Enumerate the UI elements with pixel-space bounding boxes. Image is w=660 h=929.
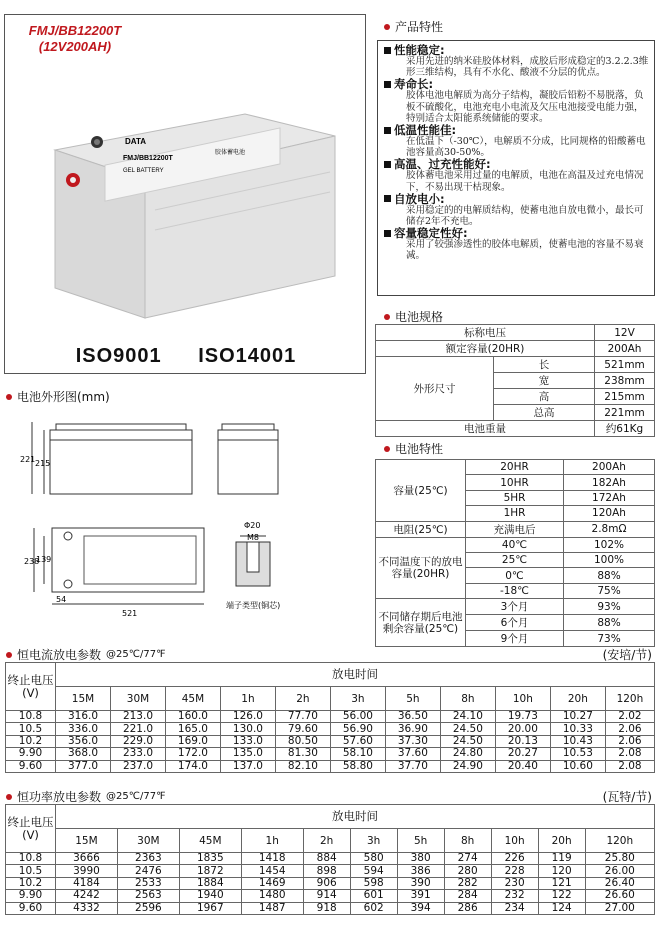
table-cell: 56.90 bbox=[330, 723, 385, 735]
table-cell: 380 bbox=[397, 853, 444, 865]
iso9001-label: ISO9001 bbox=[75, 345, 162, 367]
table-cell: 2.06 bbox=[605, 735, 654, 747]
table-cell: 24.50 bbox=[440, 735, 495, 747]
power-table-heading: 恒功率放电参数 @25℃/77℉ (瓦特/节) bbox=[6, 788, 656, 805]
table-cell: 20.00 bbox=[495, 723, 550, 735]
table-cell: 226 bbox=[491, 853, 538, 865]
table-cell: 122 bbox=[538, 890, 585, 902]
dimension-drawing bbox=[4, 404, 366, 618]
model-name: FMJ/BB12200T bbox=[28, 23, 122, 38]
table-row bbox=[6, 902, 655, 914]
table-cell: 80.50 bbox=[275, 735, 330, 747]
specs-table: 标称电压 12V 额定容量(20HR) 200Ah 外形尺寸 长 521mm 宽 238mm 高 215mm 总高 221mm 电池重量 约61Kg bbox=[375, 324, 655, 437]
table-cell: 1967 bbox=[179, 902, 241, 914]
column-header: 15M bbox=[56, 829, 118, 853]
table-row bbox=[6, 748, 655, 760]
table-cell: 4242 bbox=[56, 890, 118, 902]
feature-description: 采用先进的纳米硅胶体材料，成胶后形成稳定的3.2.2.3维形三维结构，具有不水化、酸液不分层的优点。 bbox=[406, 56, 649, 79]
bullet-icon bbox=[6, 652, 12, 658]
table-cell: 906 bbox=[303, 877, 350, 889]
table-cell: 601 bbox=[350, 890, 397, 902]
current-table-heading: 恒电流放电参数 @25℃/77℉ (安培/节) bbox=[6, 646, 656, 663]
square-bullet-icon bbox=[384, 230, 391, 237]
table-cell: 10.8 bbox=[6, 853, 56, 865]
table-cell: 356.0 bbox=[56, 735, 111, 747]
column-header: 2h bbox=[303, 829, 350, 853]
column-header: 10h bbox=[491, 829, 538, 853]
dim-238: 238 bbox=[24, 557, 40, 566]
square-bullet-icon bbox=[384, 127, 391, 134]
table-cell: 232 bbox=[491, 890, 538, 902]
table-cell: 233.0 bbox=[110, 748, 165, 760]
table-cell: 10.8 bbox=[6, 711, 56, 723]
table-cell: 36.90 bbox=[385, 723, 440, 735]
table-cell: 1835 bbox=[179, 853, 241, 865]
table-cell: 174.0 bbox=[165, 760, 220, 772]
table-cell: 918 bbox=[303, 902, 350, 914]
table-row bbox=[6, 877, 655, 889]
table-cell: 9.90 bbox=[6, 890, 56, 902]
column-header: 2h bbox=[275, 687, 330, 711]
table-cell: 213.0 bbox=[110, 711, 165, 723]
table-cell: 2533 bbox=[117, 877, 179, 889]
table-row bbox=[6, 760, 655, 772]
features-heading: 产品特性 bbox=[384, 18, 443, 35]
column-header: 15M bbox=[56, 687, 111, 711]
terminal-caption: 端子类型(铜芯) bbox=[226, 601, 281, 610]
corner-header: 终止电压(V) bbox=[6, 805, 56, 853]
feature-title: 寿命长: bbox=[384, 78, 650, 90]
table-cell: 58.80 bbox=[330, 760, 385, 772]
column-header: 45M bbox=[165, 687, 220, 711]
features-panel bbox=[377, 40, 655, 296]
corner-header: 终止电压(V) bbox=[6, 663, 56, 711]
table-cell: 27.00 bbox=[585, 902, 654, 914]
table-row bbox=[6, 711, 655, 723]
table-cell: 3990 bbox=[56, 865, 118, 877]
constant-current-table bbox=[5, 662, 655, 773]
table-cell: 2596 bbox=[117, 902, 179, 914]
table-cell: 165.0 bbox=[165, 723, 220, 735]
table-cell: 377.0 bbox=[56, 760, 111, 772]
table-cell: 2563 bbox=[117, 890, 179, 902]
table-cell: 1872 bbox=[179, 865, 241, 877]
table-cell: 594 bbox=[350, 865, 397, 877]
group-header: 放电时间 bbox=[56, 663, 655, 687]
bullet-icon bbox=[384, 446, 390, 452]
dim-521: 521 bbox=[122, 609, 138, 618]
column-header: 5h bbox=[385, 687, 440, 711]
table-cell: 580 bbox=[350, 853, 397, 865]
column-header: 10h bbox=[495, 687, 550, 711]
column-header: 1h bbox=[241, 829, 303, 853]
terminal-thread: M8 bbox=[247, 533, 259, 542]
table-cell: 368.0 bbox=[56, 748, 111, 760]
table-row bbox=[6, 865, 655, 877]
table-cell: 2.08 bbox=[605, 748, 654, 760]
table-cell: 137.0 bbox=[220, 760, 275, 772]
dim-139: 139 bbox=[36, 555, 52, 564]
column-header: 8h bbox=[444, 829, 491, 853]
table-cell: 25.80 bbox=[585, 853, 654, 865]
table-cell: 120 bbox=[538, 865, 585, 877]
table-cell: 1487 bbox=[241, 902, 303, 914]
table-cell: 160.0 bbox=[165, 711, 220, 723]
table-cell: 1454 bbox=[241, 865, 303, 877]
table-cell: 169.0 bbox=[165, 735, 220, 747]
terminal-diameter: Φ20 bbox=[244, 521, 261, 530]
feature-description: 胶体蓄电池采用过量的电解质，电池在高温及过充电情况下，不易出现干枯现象。 bbox=[406, 170, 644, 193]
battery-type-print: GEL BATTERY bbox=[123, 168, 164, 174]
table-cell: 237.0 bbox=[110, 760, 165, 772]
table-cell: 133.0 bbox=[220, 735, 275, 747]
model-label bbox=[15, 23, 135, 55]
constant-power-table bbox=[5, 804, 655, 915]
feature-title: 高温、过充性能好: bbox=[384, 158, 650, 170]
table-cell: 37.60 bbox=[385, 748, 440, 760]
table-cell: 81.30 bbox=[275, 748, 330, 760]
iso-certifications bbox=[5, 345, 367, 368]
table-cell: 1480 bbox=[241, 890, 303, 902]
feature-description: 胶体电池电解质为高分子结构，凝胶后铅粉不易脱落，负板不硫酸化，电池充电小电流及欠压电池接受电能力强，特别适合太阳能系统储能的要求。 bbox=[406, 90, 644, 124]
table-cell: 284 bbox=[444, 890, 491, 902]
table-cell: 394 bbox=[397, 902, 444, 914]
table-cell: 391 bbox=[397, 890, 444, 902]
table-cell: 10.2 bbox=[6, 877, 56, 889]
table-cell: 598 bbox=[350, 877, 397, 889]
table-cell: 57.60 bbox=[330, 735, 385, 747]
feature-title: 性能稳定: bbox=[384, 44, 650, 56]
bullet-icon bbox=[6, 794, 12, 800]
table-cell: 79.60 bbox=[275, 723, 330, 735]
table-cell: 2476 bbox=[117, 865, 179, 877]
table-cell: 24.80 bbox=[440, 748, 495, 760]
column-header: 30M bbox=[117, 829, 179, 853]
dim-215: 215 bbox=[35, 459, 51, 468]
battery-brand: DATA bbox=[125, 137, 147, 146]
table-cell: 2.02 bbox=[605, 711, 654, 723]
battery-illustration bbox=[35, 110, 355, 335]
square-bullet-icon bbox=[384, 81, 391, 88]
table-cell: 20.27 bbox=[495, 748, 550, 760]
table-cell: 130.0 bbox=[220, 723, 275, 735]
table-cell: 4184 bbox=[56, 877, 118, 889]
table-cell: 77.70 bbox=[275, 711, 330, 723]
table-cell: 19.73 bbox=[495, 711, 550, 723]
table-cell: 37.70 bbox=[385, 760, 440, 772]
table-cell: 10.5 bbox=[6, 723, 56, 735]
bullet-icon bbox=[384, 24, 390, 30]
table-cell: 4332 bbox=[56, 902, 118, 914]
table-cell: 602 bbox=[350, 902, 397, 914]
table-cell: 20.13 bbox=[495, 735, 550, 747]
table-row bbox=[6, 853, 655, 865]
group-header: 放电时间 bbox=[56, 805, 655, 829]
table-cell: 3666 bbox=[56, 853, 118, 865]
table-cell: 124 bbox=[538, 902, 585, 914]
dim-221: 221 bbox=[20, 455, 36, 464]
table-cell: 386 bbox=[397, 865, 444, 877]
table-row bbox=[6, 723, 655, 735]
table-cell: 26.40 bbox=[585, 877, 654, 889]
table-cell: 9.60 bbox=[6, 760, 56, 772]
table-cell: 228 bbox=[491, 865, 538, 877]
table-cell: 230 bbox=[491, 877, 538, 889]
table-cell: 234 bbox=[491, 902, 538, 914]
table-cell: 390 bbox=[397, 877, 444, 889]
battery-cn-print: 胶体蓄电池 bbox=[215, 149, 246, 156]
table-cell: 280 bbox=[444, 865, 491, 877]
specs-heading: 电池规格 bbox=[384, 308, 443, 325]
column-header: 3h bbox=[330, 687, 385, 711]
table-cell: 282 bbox=[444, 877, 491, 889]
product-panel bbox=[4, 14, 366, 374]
table-cell: 914 bbox=[303, 890, 350, 902]
table-cell: 20.40 bbox=[495, 760, 550, 772]
table-cell: 1940 bbox=[179, 890, 241, 902]
column-header: 3h bbox=[350, 829, 397, 853]
table-cell: 10.43 bbox=[550, 735, 605, 747]
feature-title: 容量稳定性好: bbox=[384, 227, 650, 239]
table-cell: 286 bbox=[444, 902, 491, 914]
column-header: 45M bbox=[179, 829, 241, 853]
model-spec: (12V200AH) bbox=[38, 39, 112, 54]
feature-description: 采用稳定的的电解质结构，使蓄电池自放电微小，最长可储存2年不充电。 bbox=[406, 204, 644, 228]
table-cell: 898 bbox=[303, 865, 350, 877]
table-cell: 126.0 bbox=[220, 711, 275, 723]
table-cell: 2.06 bbox=[605, 723, 654, 735]
table-cell: 1469 bbox=[241, 877, 303, 889]
bullet-icon bbox=[6, 394, 12, 400]
table-cell: 56.00 bbox=[330, 711, 385, 723]
table-cell: 316.0 bbox=[56, 711, 111, 723]
table-cell: 37.30 bbox=[385, 735, 440, 747]
column-header: 20h bbox=[550, 687, 605, 711]
table-cell: 119 bbox=[538, 853, 585, 865]
characteristics-table: 容量(25℃) 20HR 200Ah 10HR 182Ah 5HR 172Ah 1HR 120Ah 电阻(25℃) 充满电后 2.8mΩ 不同温度下的放电容量(20HR) 40℃ 102% 25℃ 100% 0℃ 88% -18℃ 75% 不同储存期后电池剩余容量(25℃) 3个月 93% 6个月 88% 9个月 73% bbox=[375, 459, 655, 647]
table-cell: 24.10 bbox=[440, 711, 495, 723]
drawing-heading: 电池外形图(mm) bbox=[6, 388, 110, 405]
table-cell: 82.10 bbox=[275, 760, 330, 772]
table-cell: 10.5 bbox=[6, 865, 56, 877]
table-cell: 10.2 bbox=[6, 735, 56, 747]
table-row bbox=[6, 735, 655, 747]
table-cell: 10.53 bbox=[550, 748, 605, 760]
column-header: 8h bbox=[440, 687, 495, 711]
table-cell: 9.90 bbox=[6, 748, 56, 760]
dim-54: 54 bbox=[56, 595, 67, 604]
feature-description: 在低温下（-30℃），电解质不分成，比同规格的铅酸蓄电池容量高30-50%。 bbox=[406, 136, 646, 159]
table-cell: 9.60 bbox=[6, 902, 56, 914]
battery-model-print: FMJ/BB12200T bbox=[123, 155, 173, 162]
column-header: 120h bbox=[605, 687, 654, 711]
table-cell: 26.00 bbox=[585, 865, 654, 877]
column-header: 1h bbox=[220, 687, 275, 711]
table-cell: 172.0 bbox=[165, 748, 220, 760]
table-cell: 58.10 bbox=[330, 748, 385, 760]
table-cell: 121 bbox=[538, 877, 585, 889]
table-cell: 229.0 bbox=[110, 735, 165, 747]
table-cell: 884 bbox=[303, 853, 350, 865]
column-header: 30M bbox=[110, 687, 165, 711]
table-cell: 336.0 bbox=[56, 723, 111, 735]
table-cell: 221.0 bbox=[110, 723, 165, 735]
table-cell: 10.27 bbox=[550, 711, 605, 723]
square-bullet-icon bbox=[384, 47, 391, 54]
table-cell: 2.08 bbox=[605, 760, 654, 772]
table-cell: 10.33 bbox=[550, 723, 605, 735]
characteristics-heading: 电池特性 bbox=[384, 440, 443, 457]
table-cell: 274 bbox=[444, 853, 491, 865]
column-header: 5h bbox=[397, 829, 444, 853]
table-row bbox=[6, 890, 655, 902]
feature-title: 自放电小: bbox=[384, 193, 650, 205]
table-cell: 1418 bbox=[241, 853, 303, 865]
table-cell: 24.50 bbox=[440, 723, 495, 735]
table-cell: 2363 bbox=[117, 853, 179, 865]
table-cell: 24.90 bbox=[440, 760, 495, 772]
table-cell: 135.0 bbox=[220, 748, 275, 760]
feature-title: 低温性能佳: bbox=[384, 124, 650, 136]
table-cell: 1884 bbox=[179, 877, 241, 889]
table-cell: 36.50 bbox=[385, 711, 440, 723]
table-cell: 26.60 bbox=[585, 890, 654, 902]
column-header: 120h bbox=[585, 829, 654, 853]
bullet-icon bbox=[384, 314, 390, 320]
feature-description: 采用了较强渗透性的胶体电解质，使蓄电池的容量不易衰减。 bbox=[406, 239, 644, 262]
square-bullet-icon bbox=[384, 161, 391, 168]
column-header: 20h bbox=[538, 829, 585, 853]
iso14001-label: ISO14001 bbox=[198, 345, 297, 367]
table-cell: 10.60 bbox=[550, 760, 605, 772]
square-bullet-icon bbox=[384, 195, 391, 202]
